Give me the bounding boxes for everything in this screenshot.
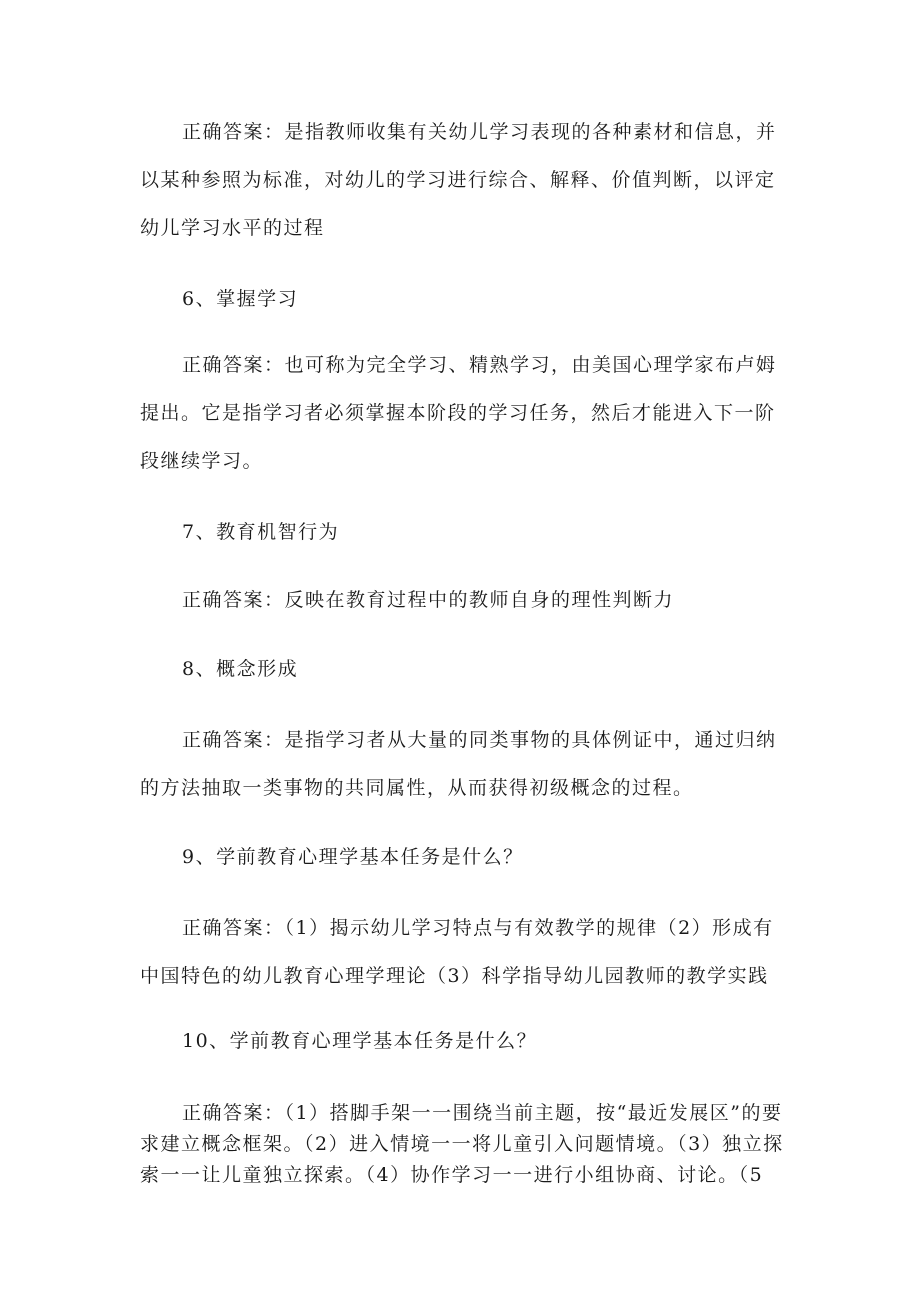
answer-paragraph-10: 正确答案：（1）搭脚手架一一围绕当前主题，按“最近发展区”的要求建立概念框架。（2）进入情境一一将儿童引入问题情境。（3）独立探索一一让儿童独立探索。（4）协作学习一一进行小组协商、讨论。（5 bbox=[140, 1102, 784, 1186]
answer-paragraph-7: 正确答案：反映在教育过程中的教师自身的理性判断力 bbox=[182, 589, 675, 611]
answer-paragraph-6: 正确答案：也可称为完全学习、精熟学习，由美国心理学家布卢姆提出。它是指学习者必须掌握本阶段的学习任务，然后才能进入下一阶段继续学习。 bbox=[140, 354, 777, 472]
question-heading-10: 10、学前教育心理学基本任务是什么？ bbox=[182, 1030, 538, 1052]
answer-paragraph-5: 正确答案：是指教师收集有关幼儿学习表现的各种素材和信息，并以某种参照为标准，对幼儿的学习进行综合、解释、价值判断，以评定幼儿学习水平的过程 bbox=[140, 121, 777, 239]
question-heading-9: 9、学前教育心理学基本任务是什么？ bbox=[182, 846, 524, 868]
answer-paragraph-9: 正确答案：（1）揭示幼儿学习特点与有效教学的规律（2）形成有中国特色的幼儿教育心理学理论（3）科学指导幼儿园教师的教学实践 bbox=[140, 917, 774, 987]
question-heading-6: 6、掌握学习 bbox=[182, 288, 299, 310]
answer-paragraph-8: 正确答案：是指学习者从大量的同类事物的具体例证中，通过归纳的方法抽取一类事物的共同属性，从而获得初级概念的过程。 bbox=[140, 729, 777, 799]
question-heading-8: 8、概念形成 bbox=[182, 658, 299, 680]
question-heading-7: 7、教育机智行为 bbox=[182, 521, 340, 543]
